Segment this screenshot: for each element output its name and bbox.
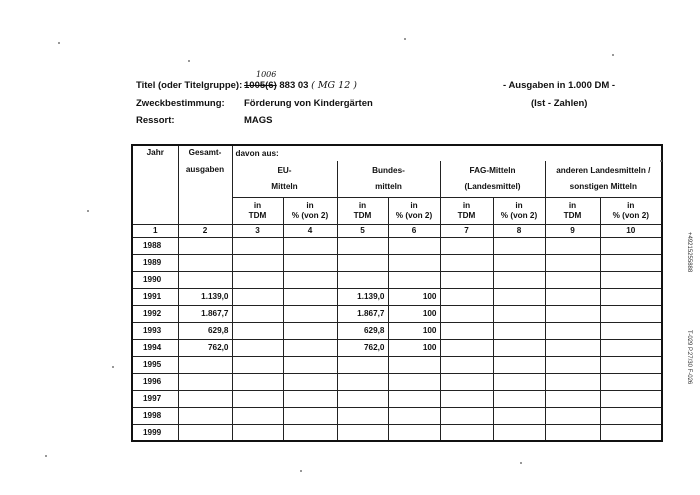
value-cell-other-pct xyxy=(600,271,662,288)
value-cell-eu-pct xyxy=(283,322,337,339)
value-cell-total xyxy=(178,254,232,271)
year-cell: 1999 xyxy=(132,424,178,441)
value-cell-total xyxy=(178,390,232,407)
sub-header-tdm: in TDM xyxy=(232,197,283,224)
year-cell: 1989 xyxy=(132,254,178,271)
group-eu-line1: EU- xyxy=(277,166,292,176)
value-cell-other-tdm xyxy=(545,271,600,288)
value-cell-eu-pct xyxy=(283,271,337,288)
value-cell-fag-pct xyxy=(493,322,545,339)
table-row xyxy=(132,424,662,441)
col-number: 6 xyxy=(388,224,440,237)
value-cell-fag-pct xyxy=(493,254,545,271)
value-cell-other-tdm xyxy=(545,407,600,424)
value-cell-eu-pct xyxy=(283,237,337,254)
value-cell-bund-tdm: 629,8 xyxy=(337,322,388,339)
group-eu-line2: Mitteln xyxy=(271,181,298,191)
value-cell-other-tdm xyxy=(545,237,600,254)
value-cell-other-pct xyxy=(600,373,662,390)
value-cell-total xyxy=(178,424,232,441)
value-cell-total xyxy=(178,271,232,288)
value-cell-eu-pct xyxy=(283,373,337,390)
value-cell-eu-tdm xyxy=(232,356,283,373)
group-other-line2: sonstigen Mitteln xyxy=(569,181,637,191)
value-cell-eu-tdm xyxy=(232,339,283,356)
group-header-fag xyxy=(440,161,545,197)
value-cell-total: 1.139,0 xyxy=(178,288,232,305)
col-number: 10 xyxy=(600,224,662,237)
column-number-row xyxy=(132,224,662,237)
value-cell-bund-pct xyxy=(388,407,440,424)
value-cell-fag-tdm xyxy=(440,237,493,254)
group-other-line1: anderen Landesmitteln / xyxy=(556,166,651,176)
value-cell-eu-tdm xyxy=(232,373,283,390)
year-cell: 1998 xyxy=(132,407,178,424)
year-cell: 1991 xyxy=(132,288,178,305)
value-cell-eu-pct xyxy=(283,305,337,322)
sub-header-pct: in % (von 2) xyxy=(493,197,545,224)
table-row xyxy=(132,305,662,322)
col-number: 3 xyxy=(232,224,283,237)
title-number: 883 03 xyxy=(279,80,309,91)
group-header-other xyxy=(545,161,662,197)
value-cell-eu-tdm xyxy=(232,407,283,424)
value-cell-other-pct xyxy=(600,322,662,339)
value-cell-bund-tdm xyxy=(337,373,388,390)
col-header-total-line2: ausgaben xyxy=(185,165,225,175)
col-number: 5 xyxy=(337,224,388,237)
value-cell-bund-pct xyxy=(388,356,440,373)
value-cell-other-tdm xyxy=(545,390,600,407)
group-header-eu xyxy=(232,161,337,197)
value-cell-fag-pct xyxy=(493,407,545,424)
value-cell-fag-tdm xyxy=(440,271,493,288)
table-row xyxy=(132,407,662,424)
value-cell-other-pct xyxy=(600,407,662,424)
value-cell-fag-pct xyxy=(493,356,545,373)
value-cell-eu-tdm xyxy=(232,288,283,305)
title-label: Titel (oder Titelgruppe): xyxy=(136,80,243,91)
value-cell-bund-tdm xyxy=(337,424,388,441)
year-cell: 1994 xyxy=(132,339,178,356)
sub-header-pct: in % (von 2) xyxy=(388,197,440,224)
value-cell-total xyxy=(178,237,232,254)
value-cell-fag-tdm xyxy=(440,373,493,390)
value-cell-eu-tdm xyxy=(232,237,283,254)
value-cell-other-pct xyxy=(600,288,662,305)
title-value xyxy=(244,80,357,91)
value-cell-bund-pct xyxy=(388,271,440,288)
group-fag-line2: (Landesmittel) xyxy=(464,181,521,191)
scan-speck xyxy=(612,54,614,56)
value-cell-eu-tdm xyxy=(232,390,283,407)
value-cell-other-tdm xyxy=(545,339,600,356)
value-cell-eu-pct xyxy=(283,407,337,424)
value-cell-eu-pct xyxy=(283,356,337,373)
group-federal-line1: Bundes- xyxy=(372,166,405,176)
value-cell-fag-pct xyxy=(493,424,545,441)
value-cell-eu-pct xyxy=(283,288,337,305)
col-header-year: Jahr xyxy=(132,145,178,224)
value-cell-bund-tdm xyxy=(337,254,388,271)
value-cell-fag-pct xyxy=(493,305,545,322)
value-cell-eu-tdm xyxy=(232,424,283,441)
sub-header-pct: in % (von 2) xyxy=(600,197,662,224)
table-row xyxy=(132,356,662,373)
ministry-value: MAGS xyxy=(244,115,273,126)
scan-speck xyxy=(112,366,114,368)
purpose-label: Zweckbestimmung: xyxy=(136,98,225,109)
table-body xyxy=(132,237,662,441)
value-cell-total: 1.867,7 xyxy=(178,305,232,322)
year-cell: 1988 xyxy=(132,237,178,254)
value-cell-eu-tdm xyxy=(232,271,283,288)
value-cell-bund-pct: 100 xyxy=(388,288,440,305)
fax-margin-text-b: +49215255888 xyxy=(686,232,692,273)
table-row xyxy=(132,237,662,254)
scan-speck xyxy=(520,462,522,464)
value-cell-bund-pct xyxy=(388,424,440,441)
table-row xyxy=(132,390,662,407)
value-cell-bund-tdm xyxy=(337,407,388,424)
value-cell-other-tdm xyxy=(545,288,600,305)
value-cell-other-tdm xyxy=(545,254,600,271)
value-cell-fag-pct xyxy=(493,271,545,288)
value-cell-fag-tdm xyxy=(440,322,493,339)
value-cell-bund-pct: 100 xyxy=(388,322,440,339)
col-number: 2 xyxy=(178,224,232,237)
value-cell-bund-tdm xyxy=(337,356,388,373)
value-cell-eu-tdm xyxy=(232,322,283,339)
value-cell-bund-pct: 100 xyxy=(388,339,440,356)
value-cell-total xyxy=(178,407,232,424)
purpose-value: Förderung von Kindergärten xyxy=(244,98,373,109)
value-cell-other-tdm xyxy=(545,322,600,339)
scan-speck xyxy=(660,160,662,162)
value-cell-bund-pct xyxy=(388,373,440,390)
value-cell-other-tdm xyxy=(545,424,600,441)
value-cell-total xyxy=(178,356,232,373)
handwritten-title-correction: 1006 xyxy=(256,70,277,79)
year-cell: 1993 xyxy=(132,322,178,339)
value-cell-total: 629,8 xyxy=(178,322,232,339)
value-cell-fag-pct xyxy=(493,339,545,356)
table-row xyxy=(132,373,662,390)
units-note: - Ausgaben in 1.000 DM - xyxy=(503,80,616,91)
value-cell-fag-tdm xyxy=(440,356,493,373)
year-cell: 1996 xyxy=(132,373,178,390)
of-which-label: davon aus: xyxy=(232,145,662,161)
year-cell: 1997 xyxy=(132,390,178,407)
value-cell-bund-tdm xyxy=(337,390,388,407)
ministry-label: Ressort: xyxy=(136,115,175,126)
year-cell: 1990 xyxy=(132,271,178,288)
value-cell-other-pct xyxy=(600,339,662,356)
scan-speck xyxy=(45,455,47,457)
scan-speck xyxy=(188,60,190,62)
value-cell-fag-tdm xyxy=(440,407,493,424)
value-cell-other-pct xyxy=(600,305,662,322)
value-cell-other-pct xyxy=(600,390,662,407)
value-cell-fag-pct xyxy=(493,390,545,407)
header-row-1 xyxy=(132,145,662,161)
table-row xyxy=(132,271,662,288)
value-cell-fag-pct xyxy=(493,288,545,305)
scan-speck xyxy=(87,210,89,212)
value-cell-fag-pct xyxy=(493,237,545,254)
value-cell-other-tdm xyxy=(545,305,600,322)
value-cell-fag-tdm xyxy=(440,424,493,441)
col-number: 4 xyxy=(283,224,337,237)
value-cell-fag-tdm xyxy=(440,305,493,322)
table-row xyxy=(132,322,662,339)
col-number: 8 xyxy=(493,224,545,237)
scan-speck xyxy=(300,470,302,472)
table-row xyxy=(132,339,662,356)
value-cell-other-pct xyxy=(600,424,662,441)
col-number: 1 xyxy=(132,224,178,237)
title-number-struck: 1005(6) xyxy=(244,80,277,91)
fax-margin-text-a: T-029 P.27/30 F-026 xyxy=(686,330,692,385)
value-cell-eu-tdm xyxy=(232,305,283,322)
group-header-federal xyxy=(337,161,440,197)
value-cell-fag-tdm xyxy=(440,254,493,271)
value-cell-fag-tdm xyxy=(440,339,493,356)
year-cell: 1995 xyxy=(132,356,178,373)
table-row xyxy=(132,254,662,271)
sub-header-tdm: in TDM xyxy=(545,197,600,224)
actuals-note: (Ist - Zahlen) xyxy=(531,98,588,109)
sub-header-tdm: in TDM xyxy=(337,197,388,224)
value-cell-other-pct xyxy=(600,237,662,254)
sub-header-pct: in % (von 2) xyxy=(283,197,337,224)
scan-speck xyxy=(58,42,60,44)
year-cell: 1992 xyxy=(132,305,178,322)
value-cell-bund-tdm xyxy=(337,237,388,254)
value-cell-fag-pct xyxy=(493,373,545,390)
value-cell-eu-pct xyxy=(283,339,337,356)
value-cell-eu-pct xyxy=(283,254,337,271)
value-cell-fag-tdm xyxy=(440,390,493,407)
value-cell-bund-pct xyxy=(388,390,440,407)
value-cell-bund-pct: 100 xyxy=(388,305,440,322)
value-cell-bund-tdm: 1.139,0 xyxy=(337,288,388,305)
col-header-total-line1: Gesamt- xyxy=(188,148,222,157)
value-cell-total xyxy=(178,373,232,390)
value-cell-bund-pct xyxy=(388,237,440,254)
value-cell-other-tdm xyxy=(545,356,600,373)
value-cell-bund-tdm: 1.867,7 xyxy=(337,305,388,322)
value-cell-other-pct xyxy=(600,356,662,373)
value-cell-eu-pct xyxy=(283,390,337,407)
value-cell-fag-tdm xyxy=(440,288,493,305)
group-fag-line1: FAG-Mitteln xyxy=(469,166,516,176)
value-cell-other-tdm xyxy=(545,373,600,390)
group-federal-line2: mitteln xyxy=(375,181,402,191)
table-row xyxy=(132,288,662,305)
value-cell-total: 762,0 xyxy=(178,339,232,356)
value-cell-bund-tdm xyxy=(337,271,388,288)
col-header-total xyxy=(178,145,232,224)
title-hand-note: ( MG 12 ) xyxy=(311,80,357,91)
col-number: 9 xyxy=(545,224,600,237)
value-cell-other-pct xyxy=(600,254,662,271)
expenditure-table xyxy=(131,144,663,442)
value-cell-eu-tdm xyxy=(232,254,283,271)
sub-header-tdm: in TDM xyxy=(440,197,493,224)
value-cell-eu-pct xyxy=(283,424,337,441)
value-cell-bund-tdm: 762,0 xyxy=(337,339,388,356)
value-cell-bund-pct xyxy=(388,254,440,271)
scan-speck xyxy=(404,38,406,40)
col-number: 7 xyxy=(440,224,493,237)
